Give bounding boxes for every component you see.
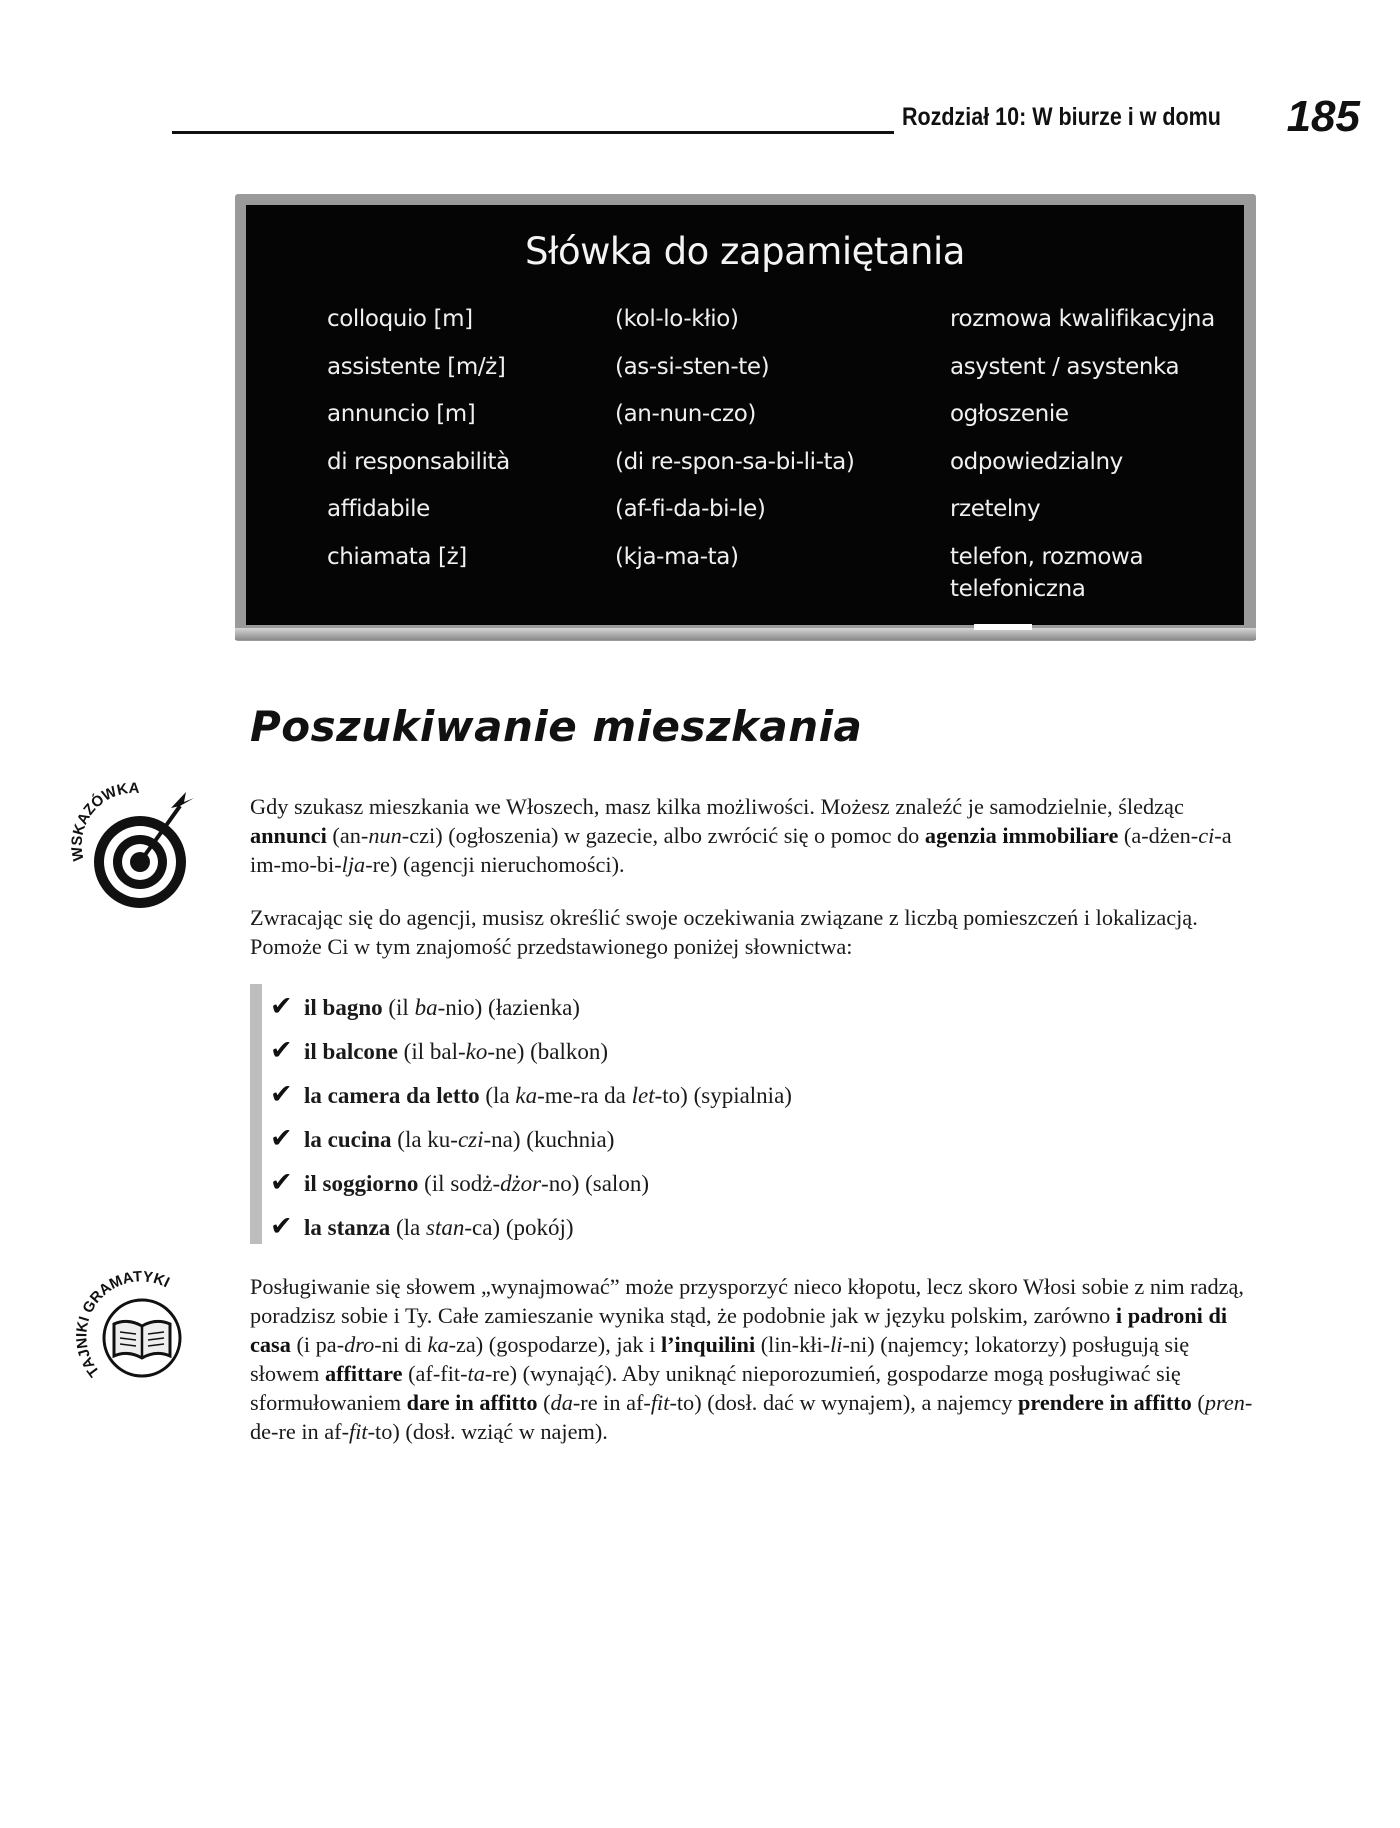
tip-icon-label: WSKAZÓWKA (68, 782, 140, 863)
text-run: -to) (dosł. wziąć w najem). (367, 1419, 608, 1444)
text-run: (il sodż- (418, 1171, 501, 1196)
text-run: -de-re in af- (250, 1390, 1253, 1444)
text-run: (la (479, 1083, 516, 1108)
stressed-syllable: pren (1204, 1390, 1245, 1415)
text-run: (i pa- (290, 1332, 345, 1357)
bold-term: i padroni di casa (250, 1303, 1228, 1357)
chapter-title: Rozdział 10: W biurze i w domu (902, 103, 1221, 131)
checkmark-icon: ✔ (270, 1211, 293, 1242)
stressed-syllable: let (631, 1083, 655, 1108)
text-run: (af-fit- (402, 1361, 468, 1386)
text-run: -ni di (374, 1332, 428, 1357)
bold-term: agenzia immobiliare (924, 823, 1119, 848)
bold-term: affittare (324, 1361, 403, 1386)
vocab-pronunciation: (af-fi-da-bi-le) (615, 496, 766, 522)
list-sidebar-bar (250, 984, 262, 1244)
vocab-pronunciation: (kol-lo-kłio) (615, 306, 739, 332)
vocab-meaning: telefon, rozmowa telefoniczna (950, 544, 1144, 602)
stressed-syllable: ko (465, 1039, 488, 1064)
stressed-syllable: ci (1198, 823, 1215, 848)
header-rule (172, 131, 894, 134)
text-run: (a-dżen- (1118, 823, 1199, 848)
vocab-pronunciation: (kja-ma-ta) (615, 544, 739, 570)
text-run: (il bal- (397, 1039, 466, 1064)
vocab-word: affidabile (327, 496, 430, 522)
stressed-syllable: stan (426, 1215, 465, 1240)
stressed-syllable: dro (344, 1332, 375, 1357)
list-item (270, 1080, 792, 1111)
text-run: -ca) (pokój) (464, 1215, 574, 1240)
vocab-meaning: rozmowa kwalifikacyjna (950, 306, 1215, 332)
stressed-syllable: fit (349, 1419, 368, 1444)
list-item (270, 1124, 614, 1155)
bold-term: dare in affitto (406, 1390, 538, 1415)
bold-term: annunci (250, 823, 327, 848)
text-run: ( (1191, 1390, 1205, 1415)
paragraph-agency (250, 903, 1254, 961)
bold-term: il bagno (304, 995, 383, 1020)
stressed-syllable: fit (650, 1390, 670, 1415)
bold-term: il balcone (304, 1039, 398, 1064)
text-run: (an- (326, 823, 369, 848)
vocab-meaning: rzetelny (950, 496, 1041, 522)
stressed-syllable: lja (341, 852, 366, 877)
text-run: -ni) (najemcy; lokatorzy) posługują się słowem (250, 1332, 1190, 1386)
vocab-pronunciation: (as-si-sten-te) (615, 354, 770, 380)
chalk-piece (974, 624, 1032, 630)
text-run: ( (537, 1390, 551, 1415)
text-run: -a im-mo-bi- (250, 823, 1232, 877)
text-run: -me-ra da (537, 1083, 632, 1108)
text-run: -za) (gospodarze), jak i (448, 1332, 661, 1357)
list-item (270, 1036, 608, 1067)
section-heading: Poszukiwanie mieszkania (250, 702, 863, 751)
text-run: (la (390, 1215, 427, 1240)
stressed-syllable: ka (427, 1332, 449, 1357)
stressed-syllable: dżor (500, 1171, 542, 1196)
text-run: Posługiwanie się słowem „wynajmować” może przysporzyć nieco kłopotu, lecz skoro Włosi sobie z nim radzą, poradzisz sobie i Ty. Całe zamieszanie wynika stąd, że podobnie jak w języku polskim, zarówno (250, 1274, 1244, 1328)
vocab-pronunciation: (an-nun-czo) (615, 401, 756, 427)
stressed-syllable: nun (368, 823, 402, 848)
bold-term: la camera da letto (304, 1083, 480, 1108)
text-run: -no) (salon) (541, 1171, 649, 1196)
text-run: Zwracając się do agencji, musisz określić swoje oczekiwania związane z liczbą pomieszczeń i lokalizacją. Pomoże Ci w tym znajomość przedstawionego poniżej słownictwa: (250, 905, 1198, 959)
vocab-pronunciation: (di re-spon-sa-bi-li-ta) (615, 449, 855, 475)
checkmark-icon: ✔ (270, 1079, 293, 1110)
vocab-word: assistente [m/ż] (327, 354, 506, 380)
vocab-word: chiamata [ż] (327, 544, 467, 570)
bold-term: il soggiorno (304, 1171, 419, 1196)
text-run: -na) (kuchnia) (483, 1127, 615, 1152)
bold-term: prendere in affitto (1018, 1390, 1192, 1415)
stressed-syllable: ba (414, 995, 438, 1020)
text-run: -to) (dosł. dać w wynajem), a najemcy (669, 1390, 1019, 1415)
checkmark-icon: ✔ (270, 1167, 293, 1198)
list-item (270, 1212, 574, 1243)
vocab-word: colloquio [m] (327, 306, 473, 332)
vocab-word: annuncio [m] (327, 401, 476, 427)
text-run: (il (382, 995, 415, 1020)
text-run: (lin-kłi- (755, 1332, 831, 1357)
text-run: -ne) (balkon) (487, 1039, 609, 1064)
bold-term: la stanza (304, 1215, 391, 1240)
book-icon (70, 1262, 202, 1394)
vocab-meaning: ogłoszenie (950, 401, 1069, 427)
list-item (270, 992, 580, 1023)
chalkboard-ledge (235, 628, 1256, 640)
page-number: 185 (1286, 92, 1360, 141)
bold-term: la cucina (304, 1127, 392, 1152)
paragraph-intro (250, 792, 1254, 879)
list-item (270, 1168, 649, 1199)
text-run: -nio) (łazienka) (437, 995, 580, 1020)
text-run: -re) (wynająć). Aby uniknąć nieporozumień, gospodarze mogą posługiwać się sformułowaniem (250, 1361, 1181, 1415)
stressed-syllable: ka (515, 1083, 538, 1108)
text-run: -re in af- (572, 1390, 651, 1415)
chalkboard-title: Słówka do zapamiętania (525, 230, 965, 273)
text-run: -to) (sypialnia) (654, 1083, 792, 1108)
text-run: -czi) (ogłoszenia) w gazecie, albo zwrócić się o pomoc do (401, 823, 925, 848)
stressed-syllable: da (550, 1390, 573, 1415)
stressed-syllable: li (830, 1332, 843, 1357)
grammar-icon-label: TAJNIKI GRAMATYKI (73, 1268, 173, 1380)
stressed-syllable: czi (457, 1127, 484, 1152)
paragraph-grammar (250, 1272, 1254, 1446)
vocab-meaning: asystent / asystenka (950, 354, 1180, 380)
text-run: (la ku- (391, 1127, 458, 1152)
bold-term: l’inquilini (660, 1332, 756, 1357)
vocab-word: di responsabilità (327, 449, 510, 475)
text-run: Gdy szukasz mieszkania we Włoszech, masz kilka możliwości. Możesz znaleźć je samodzielnie, śledząc (250, 794, 1184, 819)
target-icon (68, 782, 200, 914)
checkmark-icon: ✔ (270, 1035, 293, 1066)
stressed-syllable: ta (467, 1361, 485, 1386)
text-run: -re) (agencji nieruchomości). (365, 852, 625, 877)
vocab-meaning: odpowiedzialny (950, 449, 1123, 475)
checkmark-icon: ✔ (270, 1123, 293, 1154)
checkmark-icon: ✔ (270, 991, 293, 1022)
